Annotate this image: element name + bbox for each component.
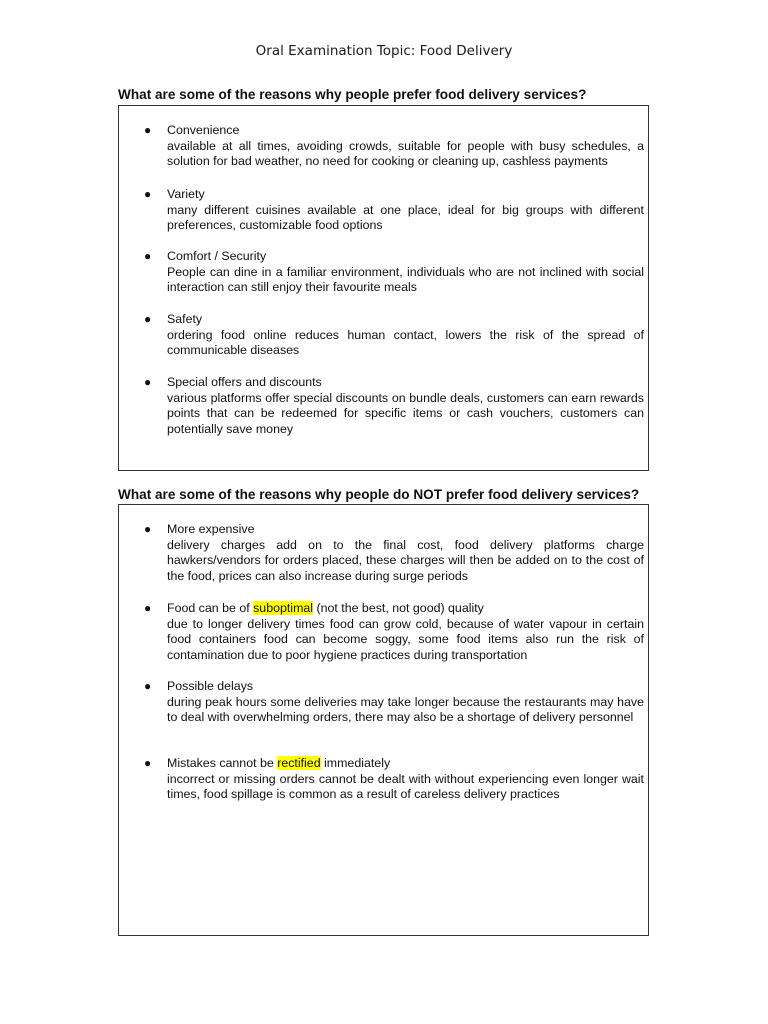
item-heading: Safety <box>167 312 203 326</box>
bullet-dot-icon: ● <box>144 679 152 693</box>
bullet-dot-icon: ● <box>144 249 152 263</box>
item-description: available at all times, avoiding crowds, suitable for people with busy schedules, a solution for bad weather, no need for cooking or cleaning up, cashless payments <box>167 138 644 169</box>
item-description: incorrect or missing orders cannot be dealt with without experiencing even longer wait times, food spillage is common as a result of careless delivery practices <box>167 771 644 802</box>
question-not-prefer: What are some of the reasons why people do NOT prefer food delivery services? <box>118 487 640 502</box>
item-description: various platforms offer special discounts on bundle deals, customers can earn rewards points that can be redeemed for specific items or cash vouchers, customers can potentially save money <box>167 390 644 437</box>
item-heading <box>167 601 644 617</box>
item-heading <box>167 756 644 772</box>
bullet-dot-icon: ● <box>144 522 152 536</box>
item-description: during peak hours some deliveries may take longer because the restaurants may have to deal with overwhelming orders, there may also be a shortage of delivery personnel <box>167 694 644 725</box>
bullet-dot-icon: ● <box>144 601 152 615</box>
highlighted-term: suboptimal <box>253 601 314 615</box>
item-description: many different cuisines available at one place, ideal for big groups with different preferences, customizable food options <box>167 202 644 233</box>
heading-text: Food can be of <box>167 601 254 615</box>
bullet-dot-icon: ● <box>144 187 152 201</box>
answer-box-not-prefer <box>118 504 649 936</box>
question-prefer: What are some of the reasons why people prefer food delivery services? <box>118 87 587 102</box>
item-heading: Possible delays <box>167 679 254 693</box>
heading-text: (not the best, not good) quality <box>313 601 484 615</box>
item-description: due to longer delivery times food can grow cold, because of water vapour in certain food containers food can become soggy, some food items also run the risk of contamination due to poor hygiene practices during transportation <box>167 616 644 663</box>
item-heading: Variety <box>167 187 205 201</box>
bullet-dot-icon: ● <box>144 375 152 389</box>
bullet-dot-icon: ● <box>144 312 152 326</box>
heading-text: Mistakes cannot be <box>167 756 278 770</box>
bullet-dot-icon: ● <box>144 756 152 770</box>
document-title: Oral Examination Topic: Food Delivery <box>255 43 513 59</box>
bullet-dot-icon: ● <box>144 123 152 137</box>
highlighted-term: rectified <box>277 756 321 770</box>
item-heading: Convenience <box>167 123 240 137</box>
item-heading: More expensive <box>167 522 255 536</box>
item-description: People can dine in a familiar environment, individuals who are not inclined with social interaction can still enjoy their favourite meals <box>167 264 644 295</box>
item-description: delivery charges add on to the final cost, food delivery platforms charge hawkers/vendors for orders placed, these charges will then be added on to the cost of the food, prices can also increase during surge periods <box>167 537 644 584</box>
heading-text: immediately <box>320 756 391 770</box>
item-heading: Special offers and discounts <box>167 375 322 389</box>
item-heading: Comfort / Security <box>167 249 267 263</box>
item-description: ordering food online reduces human contact, lowers the risk of the spread of communicable diseases <box>167 327 644 358</box>
answer-box-prefer <box>118 105 649 471</box>
